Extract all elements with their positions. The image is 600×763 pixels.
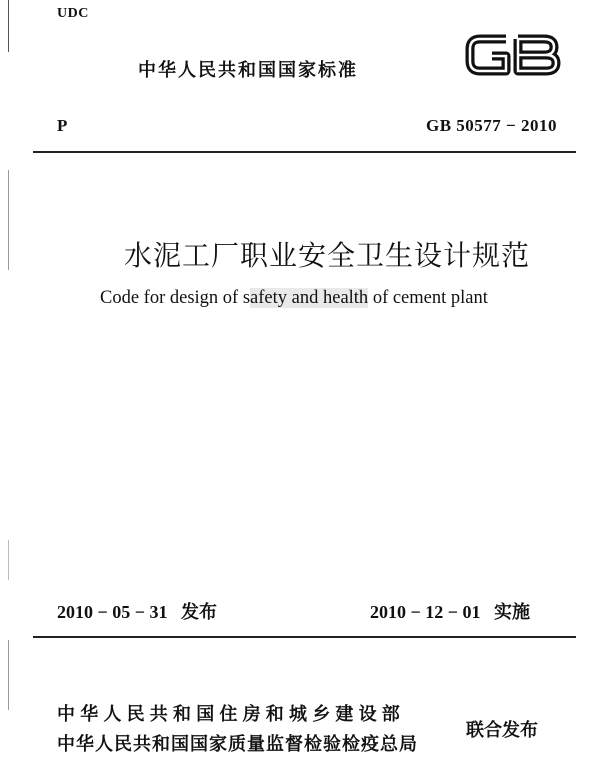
binding-edge-mark: [8, 640, 9, 710]
issue-date: 2010 − 05 − 31 发布: [57, 602, 218, 622]
dates-divider: [33, 636, 576, 638]
standard-number: GB 50577 − 2010: [426, 116, 557, 135]
issuer-aqsiq: 中华人民共和国国家质量监督检验检疫总局: [57, 734, 418, 755]
issuer-ministry: 中华人民共和国住房和城乡建设部: [57, 704, 405, 725]
binding-edge-mark: [8, 170, 9, 270]
binding-edge-mark: [8, 540, 9, 580]
title-english-part: of cement plant: [368, 288, 488, 308]
classification-code: P: [57, 116, 68, 135]
title-chinese: 水泥工厂职业安全卫生设计规范: [124, 239, 531, 272]
title-english: [100, 288, 488, 309]
standard-type-heading: 中华人民共和国国家标准: [138, 60, 358, 81]
title-english-part: Code for design of s: [100, 288, 251, 308]
title-english-highlight: afety and health: [250, 288, 369, 308]
udc-label: UDC: [57, 6, 89, 21]
binding-edge-mark: [8, 0, 9, 52]
header-divider: [33, 151, 576, 153]
implementation-date: 2010 − 12 − 01 实施: [370, 602, 531, 622]
gb-logo: [462, 30, 562, 80]
joint-release-label: 联合发布: [466, 720, 538, 741]
